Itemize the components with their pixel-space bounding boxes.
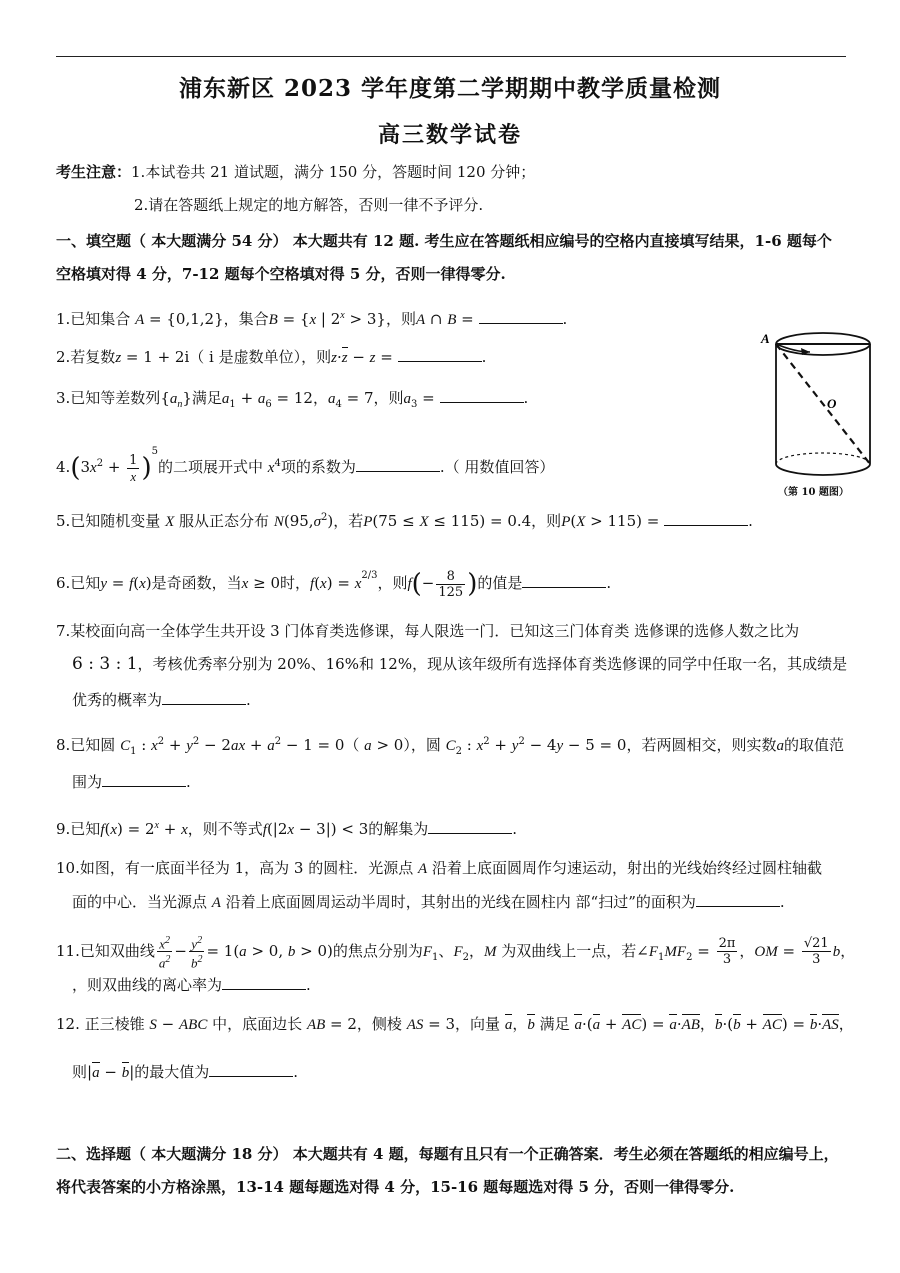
answer-blank[interactable] bbox=[222, 975, 306, 990]
answer-blank[interactable] bbox=[479, 309, 563, 324]
question-6: 6.已知y = f(x)是奇函数，当x ≥ 0时，$f(x) = x^{2/3}$，则f(− $\frac{8}{125}$ )的值是 . bbox=[56, 568, 612, 600]
answer-blank[interactable] bbox=[356, 457, 440, 472]
answer-blank[interactable] bbox=[664, 511, 748, 526]
question-7-line-2: 6 : 3 : 1，考核优秀率分别为 20%、16%和 12%，现从该年级所有选择体育类选修课的同学中任取一名，其成绩是 bbox=[72, 654, 848, 674]
question-10-line-1: 10.如图，有一底面半径为 1，高为 3 的圆柱．光源点 A 沿着上底面圆周作匀速运动，射出的光线始终经过圆柱轴截 bbox=[56, 859, 822, 877]
section1-heading: 一、填空题（ 本大题满分 54 分） 本大题共有 12 题. 考生应在答题纸相应编号的空格内直接填写结果，1-6 题每个 bbox=[56, 232, 832, 250]
figure-caption: （第 10 题图） bbox=[778, 487, 849, 498]
answer-blank[interactable] bbox=[440, 388, 524, 403]
question-2: 2.若复数z = 1 + 2i（ i 是虚数单位），则z·z − z = . bbox=[56, 348, 487, 366]
question-4: $4.(3x^2$ + $\frac{1}{x}$ )$^5$的二项展开式中 $x^4$项的系数为 .（ 用数值回答） bbox=[56, 446, 555, 484]
answer-blank[interactable] bbox=[398, 347, 482, 362]
question-11-line-2: ，则双曲线的离心率为 . bbox=[72, 976, 311, 994]
question-9: 9.已知$f(x) = 2^x + x$，则不等式f(|2x − 3|) < 3的解集为 . bbox=[56, 820, 518, 838]
bottom-ellipse-back bbox=[776, 453, 870, 464]
answer-blank[interactable] bbox=[428, 819, 512, 834]
header-rule bbox=[56, 56, 846, 57]
section2-heading: 二、选择题（ 本大题满分 18 分） 本大题共有 4 题，每题有且只有一个正确答案．考生必须在答题纸的相应编号上， bbox=[56, 1145, 839, 1163]
question-8-line-2: 围为 . bbox=[72, 773, 191, 791]
question-8-line-1: 8.已知圆 $C_1$ : $x^2 + y^2 - 2ax + a^2 - 1 = 0$（ a > 0），圆 $C_2$ : $x^2 + y^2 - 4y - 5 = 0$，若两圆相交，则实数a的取值范 bbox=[56, 736, 844, 757]
question-7-line-3: 优秀的概率为 . bbox=[72, 691, 251, 709]
question-3: 3.已知等差数列$\{a_n\}$满足$a_1 + a_6 = 12$，$a_4 = 7$，则$a_3$ = . bbox=[56, 389, 529, 410]
point-a-label: A bbox=[761, 331, 770, 346]
notice-line-1: 考生注意：1.本试卷共 21 道试题，满分 150 分，答题时间 120 分钟； bbox=[56, 163, 536, 181]
answer-blank[interactable] bbox=[102, 772, 186, 787]
answer-blank[interactable] bbox=[162, 690, 246, 705]
cylinder-figure bbox=[755, 328, 885, 503]
question-11-line-1: 11.已知双曲线 $\frac{x^2}{a^2}$ − $\frac{y^2}{b^2}$ = 1(a > 0, b > 0)的焦点分别为$F_1$、$F_2$，M 为双曲线上一点，若$\angle F_1MF_2$ = $\frac{2\pi}{3}$ ，OM = $\frac{√21}{3}$ b， bbox=[56, 935, 856, 971]
answer-blank[interactable] bbox=[522, 573, 606, 588]
question-12-line-1: 12. 正三棱锥 S − ABC 中，底面边长 AB = 2，侧棱 AS = 3，向量 a，b 满足 a·(a + AC) = a·AB，b·(b + AC) = b·AS， bbox=[56, 1015, 854, 1033]
question-1: 1.已知集合 A = {0,1,2}，集合B = {x | $2^x > 3$}，则A ∩ B = . bbox=[56, 310, 568, 328]
bottom-ellipse-front bbox=[776, 464, 870, 475]
question-5: 5.已知随机变量 X 服从正态分布 $N(95,\sigma^2)$，若P(75 ≤ X ≤ 115) = 0.4，则P(X > 115) = . bbox=[56, 512, 753, 530]
answer-blank[interactable] bbox=[209, 1062, 293, 1077]
question-7-line-1: 7.某校面向高一全体学生共开设 3 门体育类选修课，每人限选一门．已知这三门体育类 选修课的选修人数之比为 bbox=[56, 622, 800, 640]
answer-blank[interactable] bbox=[696, 892, 780, 907]
light-ray-line bbox=[776, 344, 870, 464]
notice-line-2: 2.请在答题纸上规定的地方解答，否则一律不予评分. bbox=[134, 196, 484, 214]
point-o-label: O bbox=[827, 396, 837, 411]
question-10-line-2: 面的中心．当光源点 A 沿着上底面圆周运动半周时，其射出的光线在圆柱内 部“扫过”的面积为 . bbox=[72, 893, 785, 911]
section2-heading-2: 将代表答案的小方格涂黑，13-14 题每题选对得 4 分，15-16 题每题选对得 5 分，否则一律得零分. bbox=[56, 1178, 735, 1196]
question-12-line-2: 则|a − b|的最大值为 . bbox=[72, 1063, 299, 1081]
section1-heading-2: 空格填对得 4 分，7-12 题每个空格填对得 5 分，否则一律得零分. bbox=[56, 265, 506, 283]
exam-title: 浦东新区 2023 学年度第二学期期中教学质量检测 bbox=[178, 75, 722, 102]
exam-subtitle: 高三数学试卷 bbox=[377, 122, 522, 148]
